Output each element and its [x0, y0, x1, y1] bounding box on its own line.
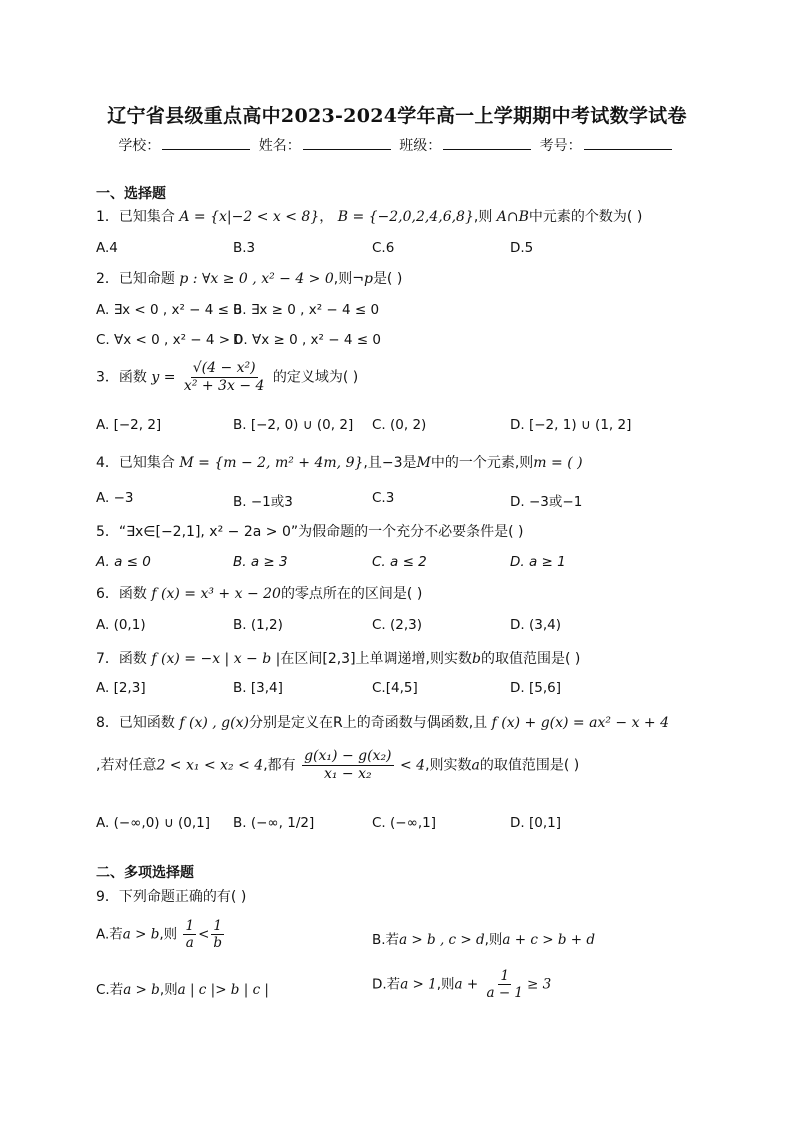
q6-option-a: A. (0,1)	[96, 617, 146, 633]
q9-b-then: ,则	[484, 932, 503, 948]
q9-a-fraction-right	[211, 918, 224, 951]
q4-tail: m = ( )	[533, 455, 583, 471]
class-label: 班级：	[399, 138, 442, 154]
q7-var-b: b	[472, 651, 481, 667]
question-3	[96, 360, 358, 395]
q2-text: 2．已知命题	[96, 271, 175, 287]
q7-option-b: B. [3,4]	[233, 680, 283, 696]
q1-option-b: B.3	[233, 240, 256, 256]
q3-option-b: B. [−2, 0) ∪ (0, 2]	[233, 417, 354, 433]
q9-a-less-than: <	[198, 926, 210, 943]
q2-option-b: B. ∃x ≥ 0 , x² − 4 ≤ 0	[233, 302, 380, 318]
q3-option-a: A. [−2, 2]	[96, 417, 162, 433]
q2-text-c: 是( )	[372, 271, 403, 287]
q7-text-c: 的取值范围是( )	[480, 651, 581, 667]
q9-a-prefix: A.若	[96, 926, 123, 943]
q8-option-c: C. (−∞,1]	[372, 815, 436, 831]
exam-title: 辽宁省县级重点高中2023-2024学年高一上学期期中考试数学试卷	[107, 105, 687, 127]
q9-b-result: a + c > b + d	[502, 932, 595, 948]
q2-option-c: C. ∀x < 0 , x² − 4 > 0	[96, 332, 243, 348]
q4-option-a: A. −3	[96, 490, 134, 506]
q8-text: 8．已知函数	[96, 715, 175, 731]
q2-proposition: p : ∀x ≥ 0 , x² − 4 > 0	[179, 271, 334, 287]
q3-fraction	[182, 360, 266, 395]
q3-option-d: D. [−2, 1) ∪ (1, 2]	[510, 417, 632, 433]
q4-var-m: M	[416, 455, 431, 471]
question-5: 5．“∃x∈[−2,1], x² − 2a > 0”为假命题的一个充分不必要条件是( )	[96, 524, 524, 540]
section-title-multiple-choice: 二、多项选择题	[96, 865, 194, 881]
student-info-line	[0, 135, 794, 155]
q9-b-prefix: B.若	[372, 932, 400, 948]
exam-number-blank	[584, 137, 672, 150]
q8-fraction	[302, 748, 393, 783]
q8-condition: 2 < x₁ < x₂ < 4	[156, 757, 264, 774]
q3-numerator: √(4 − x²)	[192, 360, 256, 376]
school-label: 学校：	[118, 138, 161, 154]
q8-numerator: g(x₁) − g(x₂)	[304, 748, 392, 764]
question-1	[96, 206, 642, 226]
q8-option-b: B. (−∞, 1/2]	[233, 815, 315, 831]
q9-d-then: ,则	[436, 976, 455, 993]
q4-option-c: C.3	[372, 490, 395, 506]
q7-option-d: D. [5,6]	[510, 680, 561, 696]
question-4	[96, 452, 583, 472]
q6-option-b: B. (1,2)	[233, 617, 283, 633]
q9-c-then: ,则	[159, 982, 178, 998]
q9-c-condition: a > b	[123, 982, 160, 998]
q7-function: f (x) = −x | x − b |	[151, 651, 281, 667]
question-6	[96, 583, 422, 603]
q9-a-fraction-left	[183, 918, 196, 951]
q8-option-a: A. (−∞,0) ∪ (0,1]	[96, 815, 211, 831]
q9-c-prefix: C.若	[96, 982, 124, 998]
q1-option-c: C.6	[372, 240, 395, 256]
q1-option-a: A.4	[96, 240, 118, 256]
q3-lhs: y =	[151, 369, 176, 386]
q8-text-e: ,则实数	[425, 757, 472, 774]
q6-function: f (x) = x³ + x − 20	[151, 586, 281, 602]
q3-text-b: 的定义域为( )	[272, 369, 359, 386]
question-2	[96, 268, 402, 288]
q5-option-c: C. a ≤ 2	[372, 554, 427, 570]
q7-text: 7．函数	[96, 651, 147, 667]
question-7	[96, 648, 580, 668]
q8-denominator: x₁ − x₂	[323, 765, 372, 782]
q9-c-result: a | c |> b | c |	[177, 982, 269, 998]
q6-text: 6．函数	[96, 586, 147, 602]
q8-text-c: ,若对任意	[96, 757, 157, 774]
q9-d-fraction	[484, 968, 525, 1001]
q6-option-c: C. (2,3)	[372, 617, 423, 633]
q9-option-d	[372, 968, 551, 1001]
q3-denominator: x² + 3x − 4	[183, 377, 265, 394]
q1-intersection: A∩B	[496, 209, 529, 225]
q9-d-lhs: a +	[454, 976, 479, 993]
q9-a-then: ,则	[159, 926, 178, 943]
q4-set-m: M = {m − 2, m² + 4m, 9}	[179, 455, 364, 471]
name-blank	[303, 137, 391, 150]
q8-text-d: ,都有	[263, 757, 296, 774]
q4-text-b: ,且−3是	[363, 455, 417, 471]
q9-option-a	[96, 918, 226, 951]
q8-option-d: D. [0,1]	[510, 815, 561, 831]
school-blank	[162, 137, 250, 150]
q8-functions: f (x) , g(x)	[179, 715, 249, 731]
q3-text: 3．函数	[96, 369, 147, 386]
q1-text-b: ,则	[473, 209, 493, 225]
q1-sep: ，	[319, 209, 334, 225]
q9-a-right-num: 1	[213, 918, 223, 934]
q2-p: p	[363, 271, 373, 287]
q8-equation: f (x) + g(x) = ax² − x + 4	[491, 715, 670, 731]
q6-option-d: D. (3,4)	[510, 617, 561, 633]
q6-text-b: 的零点所在的区间是( )	[280, 586, 423, 602]
q9-d-den: a − 1	[486, 985, 524, 1002]
q9-d-num: 1	[500, 968, 510, 984]
q3-option-c: C. (0, 2)	[372, 417, 427, 433]
q8-text-b: 分别是定义在R上的奇函数与偶函数,且	[248, 715, 488, 731]
q1-set-b: B = {−2,0,2,4,6,8}	[337, 209, 474, 225]
q9-d-condition: a > 1	[400, 976, 437, 993]
q9-d-rhs: ≥ 3	[527, 976, 552, 993]
q1-text: 1．已知集合	[96, 209, 175, 225]
class-blank	[443, 137, 531, 150]
q9-option-c	[96, 978, 269, 998]
q1-text-c: 中元素的个数为( )	[528, 209, 643, 225]
q7-option-c: C.[4,5]	[372, 680, 418, 696]
q9-a-right-den: b	[213, 935, 223, 952]
q7-option-a: A. [2,3]	[96, 680, 146, 696]
q7-text-b: 在区间[2,3]上单调递增,则实数	[280, 651, 472, 667]
q8-inequality: < 4	[399, 757, 426, 774]
q9-b-condition: a > b , c > d	[399, 932, 485, 948]
q8-text-f: 的取值范围是( )	[479, 757, 580, 774]
q9-a-condition: a > b	[122, 926, 160, 943]
q1-option-d: D.5	[510, 240, 534, 256]
question-8-line-2	[96, 748, 579, 783]
q5-option-d: D. a ≥ 1	[510, 554, 566, 570]
q5-option-b: B. a ≥ 3	[233, 554, 288, 570]
q9-d-prefix: D.若	[372, 976, 401, 993]
q2-option-d: D. ∀x ≥ 0 , x² − 4 ≤ 0	[233, 332, 381, 348]
q9-a-left-den: a	[185, 935, 194, 952]
section-title-choice: 一、选择题	[96, 186, 166, 202]
q4-option-b: B. −1或3	[233, 494, 293, 510]
q4-text-c: 中的一个元素,则	[430, 455, 534, 471]
question-9: 9．下列命题正确的有( )	[96, 889, 247, 905]
q2-text-b: ,则¬	[333, 271, 364, 287]
q4-text: 4．已知集合	[96, 455, 175, 471]
question-8-line-1	[96, 712, 669, 732]
q4-option-d: D. −3或−1	[510, 494, 583, 510]
exam-number-label: 考号：	[539, 138, 582, 154]
q8-var-a: a	[471, 757, 480, 774]
q5-option-a: A. a ≤ 0	[96, 554, 151, 570]
q9-option-b	[372, 928, 595, 948]
q2-option-a: A. ∃x < 0 , x² − 4 ≤ 0	[96, 302, 242, 318]
name-label: 姓名：	[258, 138, 301, 154]
q1-set-a: A = {x|−2 < x < 8}	[179, 209, 320, 225]
q9-a-left-num: 1	[185, 918, 195, 934]
